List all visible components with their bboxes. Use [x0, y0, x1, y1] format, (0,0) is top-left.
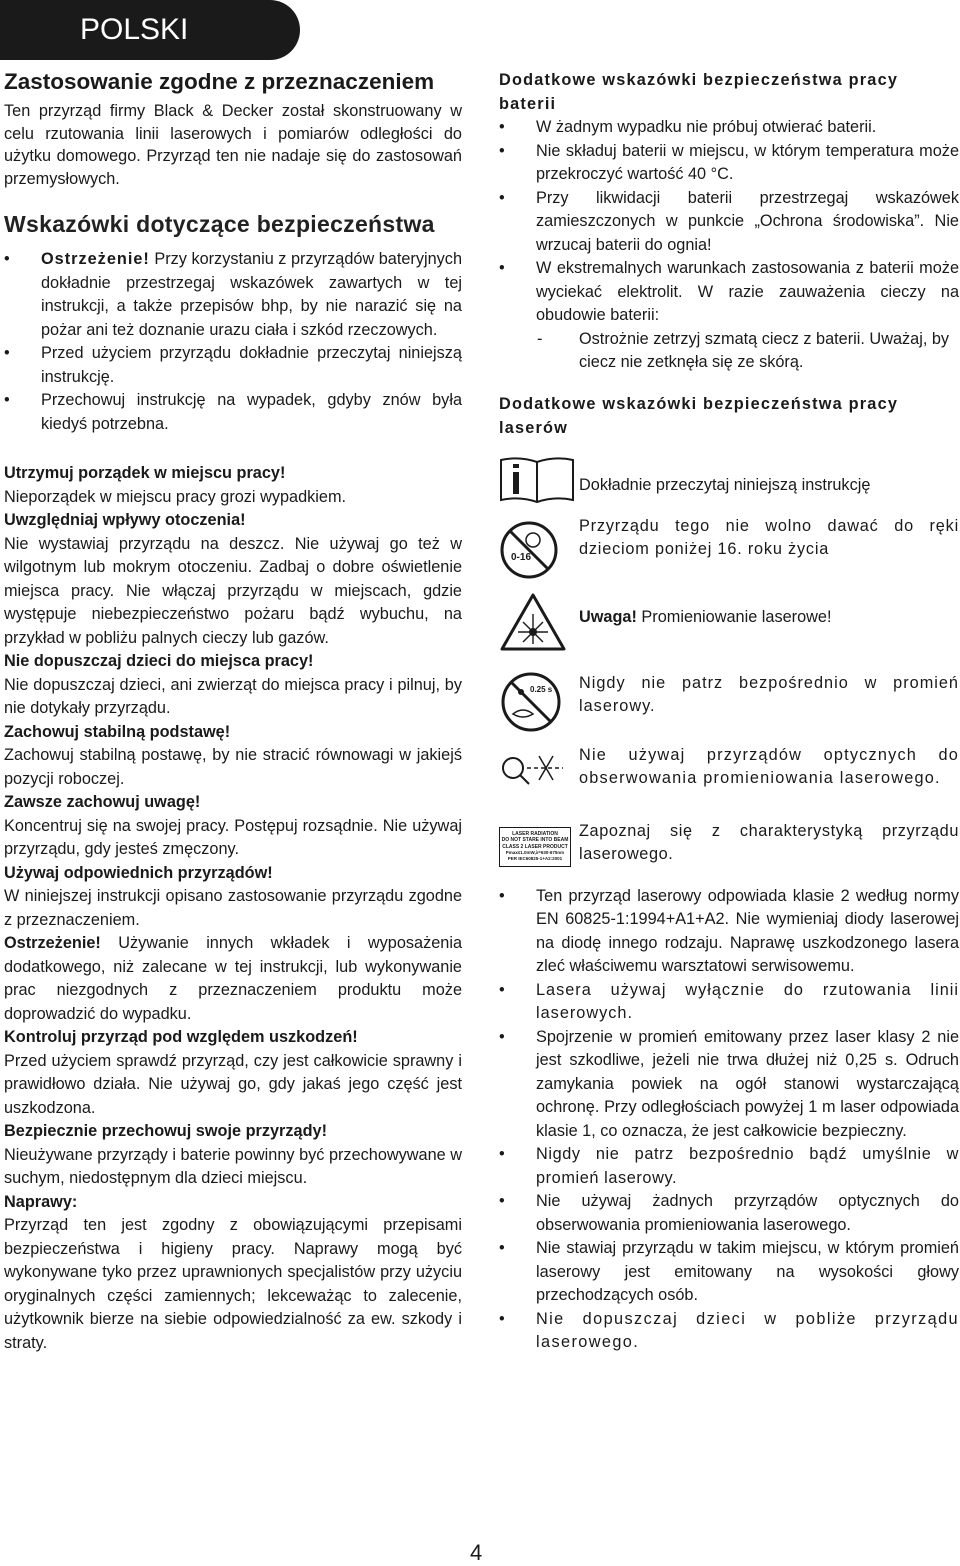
laser-bullet-4: • Nigdy nie patrz bezpośrednio bądź umyślnie w promień laserowy. [499, 1143, 959, 1190]
laser-bullet-5: • Nie używaj żadnych przyrządów optycznych do obserwowania promieniowania laserowego. [499, 1190, 959, 1237]
no-optics-text: Nie używaj przyrządów optycznych do obserwowania promieniowania laserowego. [579, 745, 959, 787]
label-line: LASER RADIATION [512, 830, 558, 837]
no-children-text: Przyrządu tego nie wolno dawać do ręki dzieciom poniżej 16. roku życia [579, 516, 959, 558]
laser-safety-heading: Dodatkowe wskazówki bezpieczeństwa pracy laserów [499, 394, 899, 437]
laser-warning-text: Uwaga! Promieniowanie laserowe! [579, 607, 832, 626]
label-line: CLASS 2 LASER PRODUCT [502, 843, 568, 850]
repairs-text: Przyrząd ten jest zgodny z obowiązującymi przepisami bezpieczeństwa i higieny pracy. Naprawy mogą być wykonywane tyko przez uprawnionych specjalistów przy użyciu oryginalnych części zamiennych; lekceważąc to zalecenie, użytkownik bierze na siebie odpowiedzialność za ew. szkody i straty. [4, 1216, 462, 1352]
proper-tools-heading: Używaj odpowiednich przyrządów! [4, 863, 273, 882]
age-limit-label: 0-16 [511, 551, 532, 563]
laser-characteristics-text: Zapoznaj się z charakterystyką przyrządu laserowego. [579, 821, 959, 863]
damage-check-text: Przed użyciem sprawdź przyrząd, czy jest całkowicie sprawny i prawidłowo działa. Nie używaj go, gdy jakaś jego część jest uszkodzona. [4, 1051, 462, 1117]
read-manual-text: Dokładnie przeczytaj niniejszą instrukcję [579, 475, 871, 494]
battery-bullet-2: • Nie składuj baterii w miejscu, w którym temperatura może przekroczyć wartość 40 °C. [499, 140, 959, 187]
laser-class-label-icon [499, 827, 571, 867]
environment-heading: Uwzględniaj wpływy otoczenia! [4, 511, 246, 529]
no-optics-icon [499, 752, 567, 792]
workplace-order-text: Nieporządek w miejscu pracy grozi wypadkiem. [4, 487, 347, 506]
laser-icons [499, 450, 959, 880]
no-stare-icon [499, 670, 563, 734]
laser-bullet-6: • Nie stawiaj przyrządu w takim miejscu, w którym promień laserowy jest emitowany na wysokości głowy przechodzących osób. [499, 1237, 959, 1308]
proper-tools-warning: Ostrzeżenie! Używanie innych wkładek i wyposażenia dodatkowego, niż zalecane w tej instrukcji, lub wykonywanie prac niezgodnych z przeznaczeniem produktu może doprowadzić do wypadku. [4, 934, 462, 1023]
battery-safety-heading: Dodatkowe wskazówki bezpieczeństwa pracy baterii [499, 71, 899, 113]
no-children-icon [499, 520, 559, 580]
laser-bullet-7: • Nie dopuszczaj dzieci w pobliże przyrządu laserowego. [499, 1308, 959, 1355]
laser-bullet-3: • Spojrzenie w promień emitowany przez laser klasy 2 nie jest szkodliwe, jeżeli nie trwa dłużej niż 0,25 s. Odruch zamykania powiek na ogół stanowi wystarczającą ochronę. Przy odległościach powyżej 1 m laser odpowiada klasie 1, co oznacza, że jest całkowicie bezpieczny. [499, 1026, 959, 1144]
label-line: Pmax≤1.0mW,λ=630-675nm [505, 850, 565, 856]
attention-text: Koncentruj się na swojej pracy. Postępuj rozsądnie. Nie używaj przyrządu, gdy jesteś zmęczony. [4, 816, 462, 858]
repairs-heading: Naprawy: [4, 1192, 78, 1211]
intended-use-text: Ten przyrząd firmy Black & Decker został skonstruowany w celu rzutowania linii laserowych i pomiarów odległości do użytku domowego. Przyrząd ten nie nadaje się do zastosowań przemysłowych. [4, 102, 462, 188]
read-manual-icon [499, 454, 575, 506]
safety-bullet-1: • Ostrzeżenie! Przy korzystaniu z przyrządów bateryjnych dokładnie przestrzegaj wskazówek zawartych w tej instrukcji, a także przepisów bhp, by nie narazić się na pożar ani też doznanie urazu ciała i szkód rzeczowych. [4, 248, 462, 342]
storage-text: Nieużywane przyrządy i baterie powinny być przechowywane w suchym, niedostępnym dla dzieci miejscu. [4, 1145, 462, 1187]
right-column [499, 68, 959, 1355]
safety-bullet-2: • Przed użyciem przyrządu dokładnie przeczytaj niniejszą instrukcję. [4, 342, 462, 389]
proper-tools-text: W niniejszej instrukcji opisano zastosowanie przyrządu zgodne z przeznaczeniem. [4, 887, 462, 929]
exposure-time-label: 0.25 s [530, 684, 553, 694]
label-line: PER IEC60825-1+A2:2001 [507, 856, 563, 862]
label-line: DO NOT STARE INTO BEAM [501, 837, 569, 844]
no-stare-text: Nigdy nie patrz bezpośrednio w promień laserowy. [579, 673, 959, 715]
children-heading: Nie dopuszczaj dzieci do miejsca pracy! [4, 652, 314, 670]
page-number: 4 [470, 1540, 483, 1565]
safety-heading: Wskazówki dotyczące bezpieczeństwa [4, 211, 435, 237]
environment-text: Nie wystawiaj przyrządu na deszcz. Nie używaj go też w wilgotnym lub mokrym otoczeniu. Zadbaj o dobre oświetlenie miejsca pracy. Nie włączaj przyrządu w miejscach, gdzie występuje niebezpieczeństwo pożaru bądź wybuchu, na przykład w pobliżu palnych cieczy lub gazów. [4, 534, 462, 647]
battery-bullet-3: • Przy likwidacji baterii przestrzegaj wskazówek zamieszczonych w punkcie „Ochrona środowiska”. Nie wrzucaj baterii do ognia! [499, 187, 959, 258]
intended-use-heading: Zastosowanie zgodne z przeznaczeniem [4, 69, 435, 94]
safety-bullet-3: • Przechowuj instrukcję na wypadek, gdyby znów była kiedyś potrzebna. [4, 389, 462, 436]
battery-bullet-4: • W ekstremalnych warunkach zastosowania z baterii może wyciekać elektrolit. W razie zauważenia cieczy na obudowie baterii: [499, 257, 959, 328]
battery-bullet-1: • W żadnym wypadku nie próbuj otwierać baterii. [499, 116, 959, 140]
language-banner: POLSKI [0, 0, 300, 60]
battery-dash-item: - Ostrożnie zetrzyj szmatą ciecz z baterii. Uważaj, by ciecz nie zetknęła się ze skórą. [499, 328, 959, 375]
children-text: Nie dopuszczaj dzieci, ani zwierząt do miejsca pracy i pilnuj, by nie dotykały przyrządu. [4, 675, 462, 717]
stability-heading: Zachowuj stabilną podstawę! [4, 722, 231, 741]
laser-bullet-2: • Lasera używaj wyłącznie do rzutowania linii laserowych. [499, 979, 959, 1026]
damage-check-heading: Kontroluj przyrząd pod względem uszkodzeń! [4, 1028, 358, 1046]
stability-text: Zachowuj stabilną postawę, by nie stracić równowagi w jakiejś pozycji roboczej. [4, 746, 462, 788]
workplace-order-heading: Utrzymuj porządek w miejscu pracy! [4, 464, 286, 482]
left-column [4, 68, 462, 1355]
laser-warning-icon [499, 592, 567, 652]
storage-heading: Bezpiecznie przechowuj swoje przyrządy! [4, 1122, 327, 1140]
laser-bullet-1: • Ten przyrząd laserowy odpowiada klasie 2 według normy EN 60825-1:1994+A1+A2. Nie wymieniaj diody laserowej na diodę innego rodzaju. Naprawę uszkodzonego lasera zleć właściwemu warsztatowi serwisowemu. [499, 885, 959, 979]
attention-heading: Zawsze zachowuj uwagę! [4, 793, 201, 811]
